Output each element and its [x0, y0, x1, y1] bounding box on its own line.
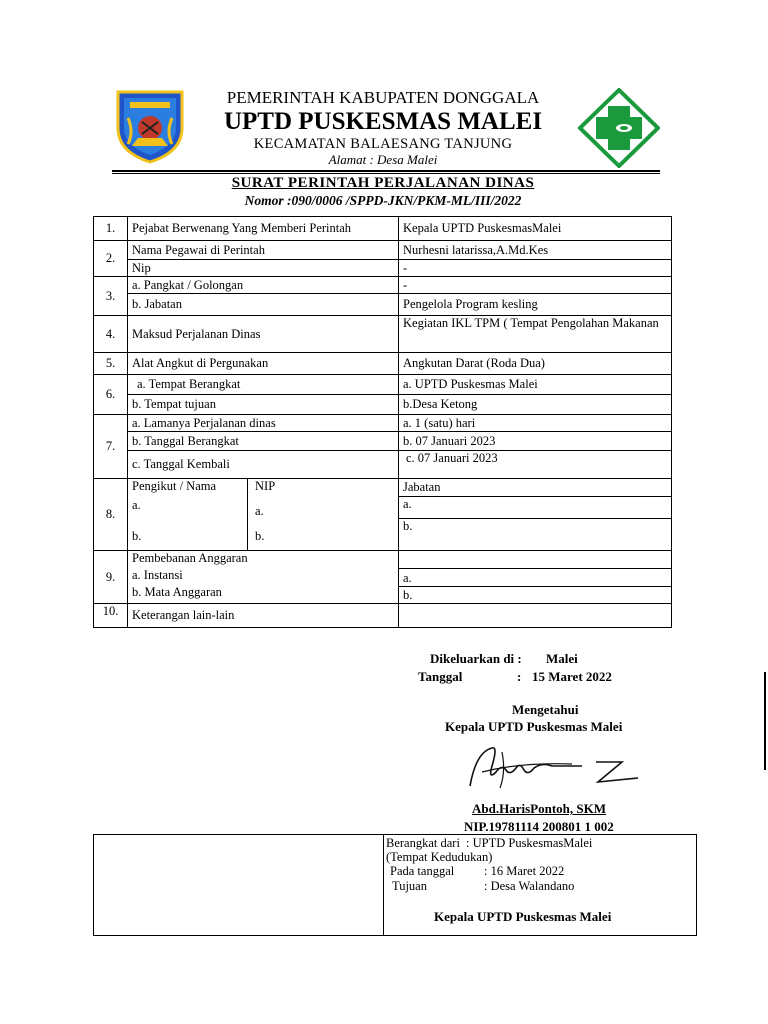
- table-row: [94, 217, 672, 241]
- companion-name-cell: [128, 479, 248, 551]
- companion-name-b: b.: [132, 529, 142, 543]
- row-value: Angkutan Darat (Roda Dua): [399, 353, 672, 375]
- departure-from-value: : UPTD PuskesmasMalei: [466, 836, 593, 850]
- table-row: [94, 277, 672, 294]
- approval-position: Kepala UPTD Puskesmas Malei: [445, 719, 623, 734]
- budget-cell: [128, 551, 399, 604]
- companion-nip-header: NIP: [255, 479, 276, 493]
- row-value: a. 1 (satu) hari: [399, 415, 672, 432]
- table-row: [94, 260, 672, 277]
- row-label: c. Tanggal Kembali: [128, 451, 399, 479]
- issued-date-separator: :: [517, 669, 522, 684]
- row-label: Pejabat Berwenang Yang Memberi Perintah: [128, 217, 399, 241]
- row-value: Kepala UPTD PuskesmasMalei: [399, 217, 672, 241]
- budget-label: Pembebanan Anggaran: [132, 551, 248, 565]
- row-value: Kegiatan IKL TPM ( Tempat Pengolahan Makanan: [399, 316, 672, 353]
- margin-line: [764, 672, 766, 770]
- header-district: KECAMATAN BALAESANG TANJUNG: [253, 136, 513, 152]
- table-row: [94, 395, 672, 415]
- regency-emblem-logo: [112, 88, 188, 164]
- companion-position-header: Jabatan: [399, 479, 672, 497]
- row-label: a. Tempat Berangkat: [128, 375, 399, 395]
- table-row: [94, 294, 672, 316]
- companion-nip-b: b.: [255, 529, 265, 543]
- departure-dest-label: Tujuan: [392, 879, 427, 893]
- row-number: 1.: [94, 217, 128, 241]
- table-row: [94, 432, 672, 451]
- table-row: [94, 316, 672, 353]
- companion-name-a: a.: [132, 498, 141, 512]
- row-label: a. Pangkat / Golongan: [128, 277, 399, 294]
- departure-from-label: Berangkat dari: [386, 836, 460, 850]
- issued-place: Malei: [546, 651, 578, 666]
- row-value: a. UPTD Puskesmas Malei: [399, 375, 672, 395]
- header-government: PEMERINTAH KABUPATEN DONGGALA: [226, 88, 540, 107]
- table-row: [94, 375, 672, 395]
- departure-dest-value: : Desa Walandano: [484, 879, 575, 893]
- departure-date-value: : 16 Maret 2022: [484, 864, 565, 878]
- departure-dest-row: [392, 879, 696, 894]
- departure-signer: Kepala UPTD Puskesmas Malei: [434, 909, 612, 924]
- budget-agency: a. Instansi: [132, 568, 183, 582]
- row-number: 4.: [94, 316, 128, 353]
- row-value: -: [399, 260, 672, 277]
- row-label: Nama Pegawai di Perintah: [128, 241, 399, 260]
- row-number: 2.: [94, 241, 128, 277]
- row-number: 9.: [94, 551, 128, 604]
- departure-table: [93, 834, 697, 936]
- departure-from-sub: (Tempat Kedudukan): [386, 850, 493, 864]
- row-label: Maksud Perjalanan Dinas: [128, 316, 399, 353]
- signature-image: [462, 742, 662, 792]
- departure-date-label: Pada tanggal: [390, 864, 455, 878]
- issued-date-label: Tanggal: [418, 669, 463, 684]
- row-number: 7.: [94, 415, 128, 479]
- row-value: [399, 604, 672, 628]
- issued-date: 15 Maret 2022: [532, 669, 612, 684]
- budget-value-b: b.: [399, 587, 672, 604]
- row-label: Keterangan lain-lain: [128, 604, 399, 628]
- budget-value-a: a.: [399, 569, 672, 587]
- companion-name-header: Pengikut / Nama: [132, 479, 217, 493]
- header-rule-thin: [112, 173, 660, 174]
- table-row: [94, 551, 672, 569]
- row-number: 10.: [94, 604, 128, 628]
- row-number: 6.: [94, 375, 128, 415]
- companion-nip-a: a.: [255, 504, 264, 518]
- row-value: Pengelola Program kesling: [399, 294, 672, 316]
- table-row: [94, 451, 672, 479]
- document-number: Nomor :090/0006 /SPPD-JKN/PKM-ML/III/2022: [244, 193, 522, 208]
- approval-nip: NIP.19781114 200801 1 002: [464, 819, 614, 834]
- companion-nip-cell: [248, 479, 399, 551]
- companion-position-b: b.: [399, 519, 672, 551]
- header-address: Alamat : Desa Malei: [328, 152, 438, 167]
- departure-from-row: [386, 836, 696, 850]
- row-label: Nip: [128, 260, 399, 277]
- document-title: SURAT PERINTAH PERJALANAN DINAS: [231, 175, 535, 191]
- approval-mengetahui: Mengetahui: [512, 702, 579, 717]
- table-row: [94, 415, 672, 432]
- header-rule-thick: [112, 170, 660, 172]
- row-number: 3.: [94, 277, 128, 316]
- header-institution: UPTD PUSKESMAS MALEI: [223, 108, 543, 135]
- table-row: [94, 241, 672, 260]
- row-label: b. Jabatan: [128, 294, 399, 316]
- row-number: 8.: [94, 479, 128, 551]
- budget-empty: [399, 551, 672, 569]
- row-value: c. 07 Januari 2023: [399, 451, 672, 479]
- row-number: 5.: [94, 353, 128, 375]
- issued-label: Dikeluarkan di :: [430, 651, 522, 666]
- table-row: [94, 479, 672, 497]
- row-label: Alat Angkut di Pergunakan: [128, 353, 399, 375]
- puskesmas-cross-logo: [578, 88, 660, 168]
- row-value: b.Desa Ketong: [399, 395, 672, 415]
- table-row: [94, 604, 672, 628]
- companion-position-a: a.: [399, 497, 672, 519]
- departure-empty-cell: [94, 835, 384, 936]
- row-label: a. Lamanya Perjalanan dinas: [128, 415, 399, 432]
- table-row: [94, 353, 672, 375]
- row-value: b. 07 Januari 2023: [399, 432, 672, 451]
- row-value: -: [399, 277, 672, 294]
- row-label: b. Tanggal Berangkat: [128, 432, 399, 451]
- departure-info-cell: [384, 835, 697, 936]
- budget-account: b. Mata Anggaran: [132, 585, 222, 599]
- row-label: b. Tempat tujuan: [128, 395, 399, 415]
- approval-name: Abd.HarisPontoh, SKM: [472, 801, 606, 816]
- departure-date-row: [390, 864, 696, 879]
- travel-order-table: [93, 216, 672, 628]
- row-value: Nurhesni latarissa,A.Md.Kes: [399, 241, 672, 260]
